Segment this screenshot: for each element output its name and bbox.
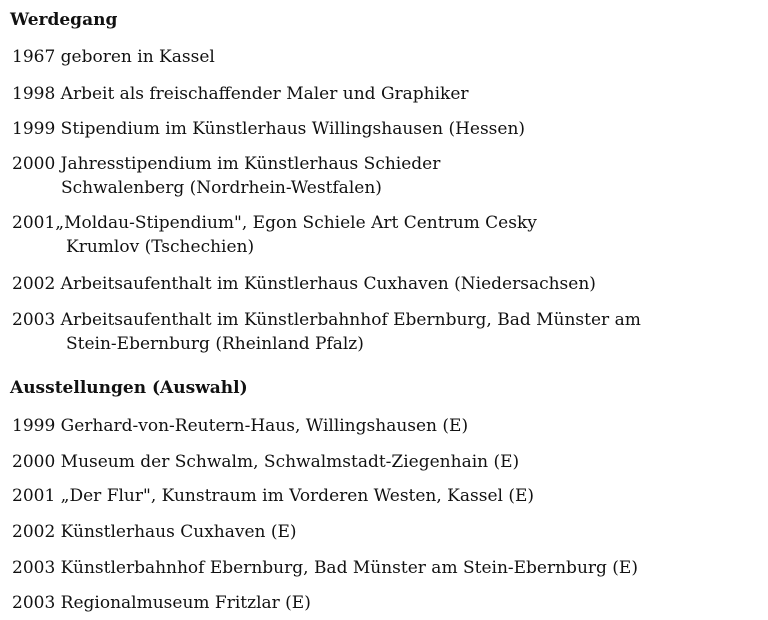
werdegang-item-2001-line1: 2001„Moldau-Stipendium", Egon Schiele Art Centrum Cesky xyxy=(12,213,537,233)
ausstellung-item-1999: 1999 Gerhard-von-Reutern-Haus, Willingshausen (E) xyxy=(12,416,469,436)
werdegang-item-1967: 1967 geboren in Kassel xyxy=(12,47,215,67)
werdegang-item-1999: 1999 Stipendium im Künstlerhaus Willingshausen (Hessen) xyxy=(12,119,526,139)
werdegang-item-2003 xyxy=(12,308,641,354)
werdegang-item-2000-line2: Schwalenberg (Nordrhein-Westfalen) xyxy=(61,178,382,198)
ausstellung-item-2002: 2002 Künstlerhaus Cuxhaven (E) xyxy=(12,522,297,542)
ausstellung-item-2003b: 2003 Regionalmuseum Fritzlar (E) xyxy=(12,593,311,613)
werdegang-item-2003-line1: 2003 Arbeitsaufenthalt im Künstlerbahnhof Ebernburg, Bad Münster am xyxy=(12,310,641,330)
ausstellung-item-2000: 2000 Museum der Schwalm, Schwalmstadt-Ziegenhain (E) xyxy=(12,452,520,472)
ausstellung-item-2001: 2001 „Der Flur", Kunstraum im Vorderen Westen, Kassel (E) xyxy=(12,486,535,506)
werdegang-item-2001 xyxy=(12,211,537,257)
ausstellungen-heading: Ausstellungen (Auswahl) xyxy=(10,378,248,398)
werdegang-item-2000-line1: 2000 Jahresstipendium im Künstlerhaus Schieder xyxy=(12,154,441,174)
ausstellung-item-2003a: 2003 Künstlerbahnhof Ebernburg, Bad Münster am Stein-Ebernburg (E) xyxy=(12,558,638,578)
werdegang-item-2003-line2: Stein-Ebernburg (Rheinland Pfalz) xyxy=(66,334,364,354)
werdegang-item-1998: 1998 Arbeit als freischaffender Maler und Graphiker xyxy=(12,84,469,104)
werdegang-heading: Werdegang xyxy=(10,10,118,30)
werdegang-item-2000 xyxy=(12,152,441,198)
werdegang-item-2002: 2002 Arbeitsaufenthalt im Künstlerhaus Cuxhaven (Niedersachsen) xyxy=(12,274,596,294)
werdegang-item-2001-line2: Krumlov (Tschechien) xyxy=(66,237,255,257)
